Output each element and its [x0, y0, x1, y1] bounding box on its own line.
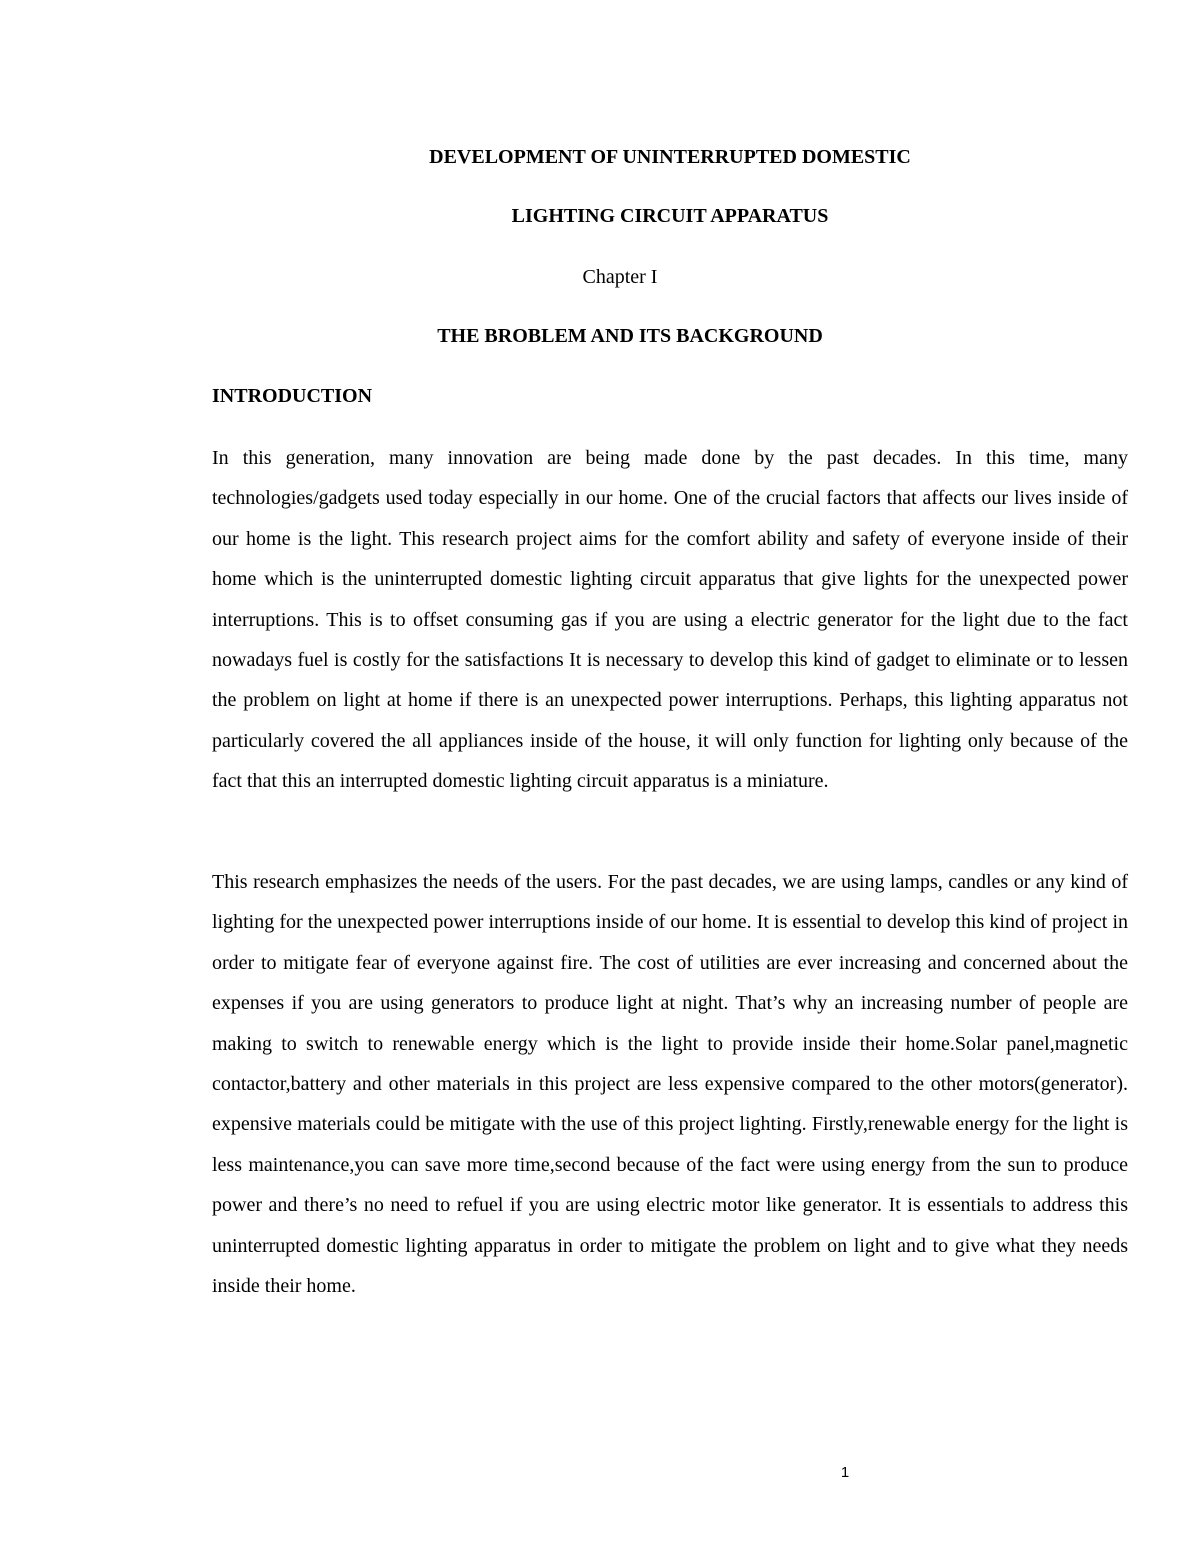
document-title-line-1: DEVELOPMENT OF UNINTERRUPTED DOMESTIC: [429, 146, 911, 168]
chapter-title: THE BROBLEM AND ITS BACKGROUND: [437, 325, 823, 347]
section-heading-introduction: INTRODUCTION: [212, 385, 373, 407]
paragraph-1: In this generation, many innovation are being made done by the past decades. In this time, many technologies/gadgets used today especially in our home. One of the crucial factors that affects our lives inside of our home is the light. This research project aims for the comfort ability and safety of everyone inside of their home which is the uninterrupted domestic lighting circuit apparatus that give lights for the unexpected power interruptions. This is to offset consuming gas if you are using a electric generator for the light due to the fact nowadays fuel is costly for the satisfactions It is necessary to develop this kind of gadget to eliminate or to lessen the problem on light at home if there is an unexpected power interruptions. Perhaps, this lighting apparatus not particularly covered the all appliances inside of the house, it will only function for lighting only because of the fact that this an interrupted domestic lighting circuit apparatus is a miniature.: [212, 447, 1128, 793]
page-number: 1: [840, 1464, 850, 1481]
chapter-label: Chapter I: [582, 266, 658, 288]
paragraph-2: This research emphasizes the needs of the users. For the past decades, we are using lamps, candles or any kind of lighting for the unexpected power interruptions inside of our home. It is essential to develop this kind of project in order to mitigate fear of everyone against fire. The cost of utilities are ever increasing and concerned about the expenses if you are using generators to produce light at night. That’s why an increasing number of people are making to switch to renewable energy which is the light to provide inside their home.Solar panel,magnetic contactor,battery and other materials in this project are less expensive compared to the other motors(generator). expensive materials could be mitigate with the use of this project lighting. Firstly,renewable energy for the light is less maintenance,you can save more time,second because of the fact were using energy from the sun to produce power and there’s no need to refuel if you are using electric motor like generator. It is essentials to address this uninterrupted domestic lighting apparatus in order to mitigate the problem on light and to give what they needs inside their home.: [212, 871, 1128, 1298]
document-title-line-2: LIGHTING CIRCUIT APPARATUS: [511, 205, 829, 227]
